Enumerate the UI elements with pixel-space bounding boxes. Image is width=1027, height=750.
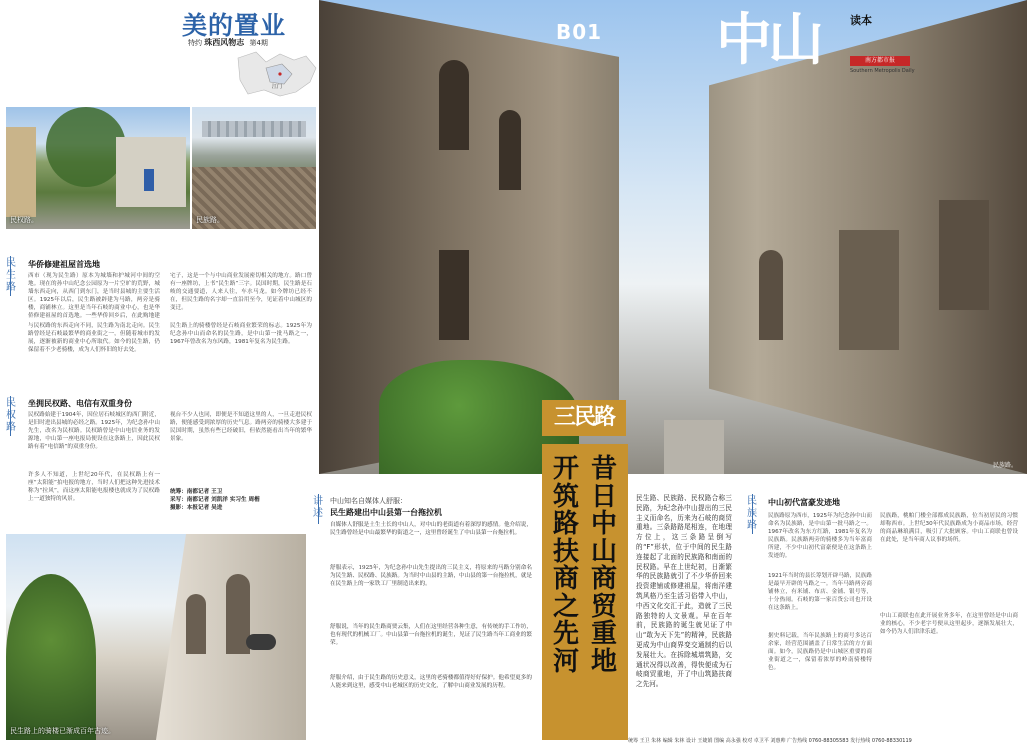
lead-paragraph: 民生路、民族路、民权路合称三民路，为纪念孙中山提出的三民主义而命名，历来为石岐的商贸重地。三条路路尾相连，在地理方位上，这三条路呈倒写的“F”形状，位于中间的民生路连接起了北面的民族路和南面的民权路。早在上世纪初，日渐繁华的民族路就引了不少华侨回来投资建铺或修建祖屋，将南洋建筑风格乃至生活习俗带入中山，中西文化交汇于此，造就了三民路独特的人文景观。早在百年前，民族路的诞生就见证了中山“敢为天下先”的精神，民族路更成为中山商界变交通制约后以发展壮大。在拆除城墙筑路，交通状况得以改善，得快便成为石岐商贸重地，开了中山筑路扶商之先河。 — [636, 494, 732, 689]
credit-line: 统筹：南都记者 王卫 — [170, 489, 223, 495]
footer-credits: 统筹 王卫 朱林 编辑 朱林 设计 王婕娟 图编 高永强 校对 卓卫平 刘惠帅 广告热线 0760-88305583 发行热线 0760-88330119 — [628, 738, 912, 744]
para-minzu-3: 据史料记载，当年民族路上的商号多达百余家，经营范围涵盖了日常生活的方方面面。如今，民族路仍是中山城区重要的商业街道之一，保留着浓厚的岭南骑楼特色。 — [768, 633, 872, 672]
para-minsheng-2: 与民权路的东西走向不同，民生路为南北走向。民生路曾经是石岐最繁华的商业街之一，但随着城市的发展，逐渐被新的商业中心所取代。如今的民生路，仍保留着不少老骑楼，成为人们怀旧的好去处。 — [28, 323, 160, 354]
heading-minzu: 中山初代富豪发迹地 — [768, 498, 840, 507]
title-column-left: 开筑路扶商之先河 — [552, 454, 579, 677]
intro-source: 中山知名自媒体人舒服： — [330, 497, 407, 505]
section-label-minquan: 民权路 — [6, 398, 16, 433]
masthead-side: 读本 — [850, 14, 872, 27]
caption-main: 民族路。 — [992, 462, 1017, 469]
credit-line: 采写：南都记者 刘凯洋 实习生 周楷 — [170, 497, 260, 503]
section-label-minzu: 民族路 — [747, 496, 757, 531]
heading-minsheng: 华侨修建祖屋首选地 — [28, 260, 100, 269]
para-minzu-2: 1921年当时的县长筹划开辟马路，民族路是最早开辟的马路之一。当年马路两旁商铺林立，有米铺、布店、金铺、银号等，十分热闹。石岐的第一家百货公司也开设在这条路上。 — [768, 573, 872, 612]
para-intro-1: 自媒体人舒服是土生土长的中山人，对中山的老街道有着深厚的感情。他介绍说，民生路曾经是中山最繁华的街道之一，这里曾经诞生了中山县第一台拖拉机。 — [330, 522, 532, 537]
map-graphic — [236, 48, 320, 100]
heading-minquan: 坐拥民权路、电信有双重身份 — [28, 399, 132, 408]
map-label: 江门 — [272, 84, 283, 90]
credits — [170, 488, 312, 512]
photo-minquan-road — [6, 107, 190, 229]
credit-line: 摄影：本报记者 吴进 — [170, 505, 223, 511]
para-minquan-1: 民权路始建于1904年，因位居石岐城区的西门附近，是旧时进出县城的必经之路。1925年，为纪念孙中山先生，改名为民权路。民权路曾是中山电信业务的发源地，中山第一座电报局便设在这条路上，因此民权路有着“电信路”的双重身份。 — [28, 412, 160, 451]
section-label-minsheng: 民生路 — [6, 258, 16, 293]
para-minzu-5: 中山工商联也在此开展业务多年，在这里曾经是中山商业的核心，不少老字号便从这里起步，逐渐发展壮大，如今仍为人们津津乐道。 — [880, 613, 1018, 636]
para-minsheng-1: 西市（现为民生路）原本为城墙和护城河中间的空地。现在的孙中山纪念公园原为一片空旷的荒野，城墙东西走向，从西门到东门，是当时县城的主要生活区。1925年以后，民生路被辟建为马路，两旁是骑楼，商铺林立。这里是当年石岐的商业中心，也是华侨修建祖屋的首选地。一些华侨回乡后，在此购地建 — [28, 273, 160, 320]
para-minzu-1: 民族路原为西市，1925年为纪念孙中山而命名为民族路，是中山第一批马路之一。1967年改名为东方红路，1981年复名为民族路。民族路两旁的骑楼多为当年富商所建，不少中山初代富豪便是在这条路上发迹的。 — [768, 513, 872, 560]
heading-intro: 民生路建出中山县第一台拖拉机 — [330, 508, 442, 517]
para-minquan-2: 许多人不知道，上世纪20年代，在民权路上有一座“太阳能”拍电报的地方，当时人们把这种先进技术称为“拉风”，而这座太阳能电报楼也就成为了民权路上一道独特的风景。 — [28, 472, 160, 503]
masthead-title: 中山 — [716, 7, 820, 73]
photo-minsheng-arcade — [6, 534, 306, 740]
para-minquan-3: 视台不少人也同，即便是不知道这里的人，一旦走进民权路，便能感受到浓厚的历史气息。路两旁的骑楼大多建于民国时期，虽然有些已经破旧，但依然能看出当年的繁华景象。 — [170, 412, 312, 443]
column-issue: 第4期 — [249, 39, 268, 47]
column-subtitle-prefix: 特约 — [188, 39, 202, 47]
section-label-intro: 讲述 — [313, 496, 323, 519]
para-intro-4: 舒服介绍，由于民生路的历史意义，这里的老骑楼都值得好好保护。他希望更多的人能来到这里，感受中山老城区的历史文化，了解中山商业发展的历程。 — [330, 675, 532, 690]
photo-main-street — [319, 0, 1027, 474]
column-subtitle-name: 珠西风物志 — [204, 38, 245, 47]
page-folio: B01 — [556, 20, 603, 44]
masthead-english: Southern Metropolis Daily — [850, 68, 915, 74]
caption-bottom-left: 民生路上的骑楼已渐成百年古迹。 — [10, 727, 115, 735]
column-subtitle — [188, 37, 268, 48]
para-intro-2: 舒服表示，1925年，为纪念孙中山先生提出的三民主义，将原来的马路分别命名为民生路、民权路、民族路。为当时中山县的主路，中山县的第一台拖拉机，就是在民生路上的一家铁工厂里制造出来的。 — [330, 565, 532, 588]
para-minsheng-4: 民生路上的骑楼曾经是石岐商业繁荣的标志。1925年为纪念孙中山而命名的民生路，是中山第一批马路之一，1967年曾改名为东风路，1981年复名为民生路。 — [170, 323, 312, 346]
para-minsheng-3: 宅子，这是一个与中山商业发展密切相关的地方。路口曾有一座牌坊，上书“民生路”三字。民国时期，民生路是石岐的交通要道，人来人往，车水马龙。如今牌坊已经不在，但民生路的名字却一直沿用至今，见证着中山城区的变迁。 — [170, 273, 312, 312]
tag-sanmin-road: 三民路 — [542, 400, 626, 436]
caption-top-mid: 民族路。 — [196, 216, 224, 224]
column-title: 美的置业 — [182, 11, 287, 40]
para-intro-3: 舒服说，当年的民生路商贾云集，人们在这里经营各种生意，有传统的手工作坊，也有现代的机械工厂。中山县第一台拖拉机的诞生，见证了民生路当年工商业的繁荣。 — [330, 624, 532, 647]
photo-minzu-aerial — [192, 107, 316, 229]
masthead-brand: 南方都市报 — [850, 56, 910, 66]
para-minzu-4: 民族路，桃帕门楼全部都成民族路，位当初居民的习惯却称西市。上世纪30年代民族路成为小商品市场，经营的商品琳琅满目，吸引了大批顾客。中山工商联也曾设在此处，是当年商人议事的场所。 — [880, 513, 1018, 544]
title-column-right: 昔日中山商贸重地 — [590, 454, 617, 677]
caption-top-left: 民权路。 — [10, 216, 38, 224]
